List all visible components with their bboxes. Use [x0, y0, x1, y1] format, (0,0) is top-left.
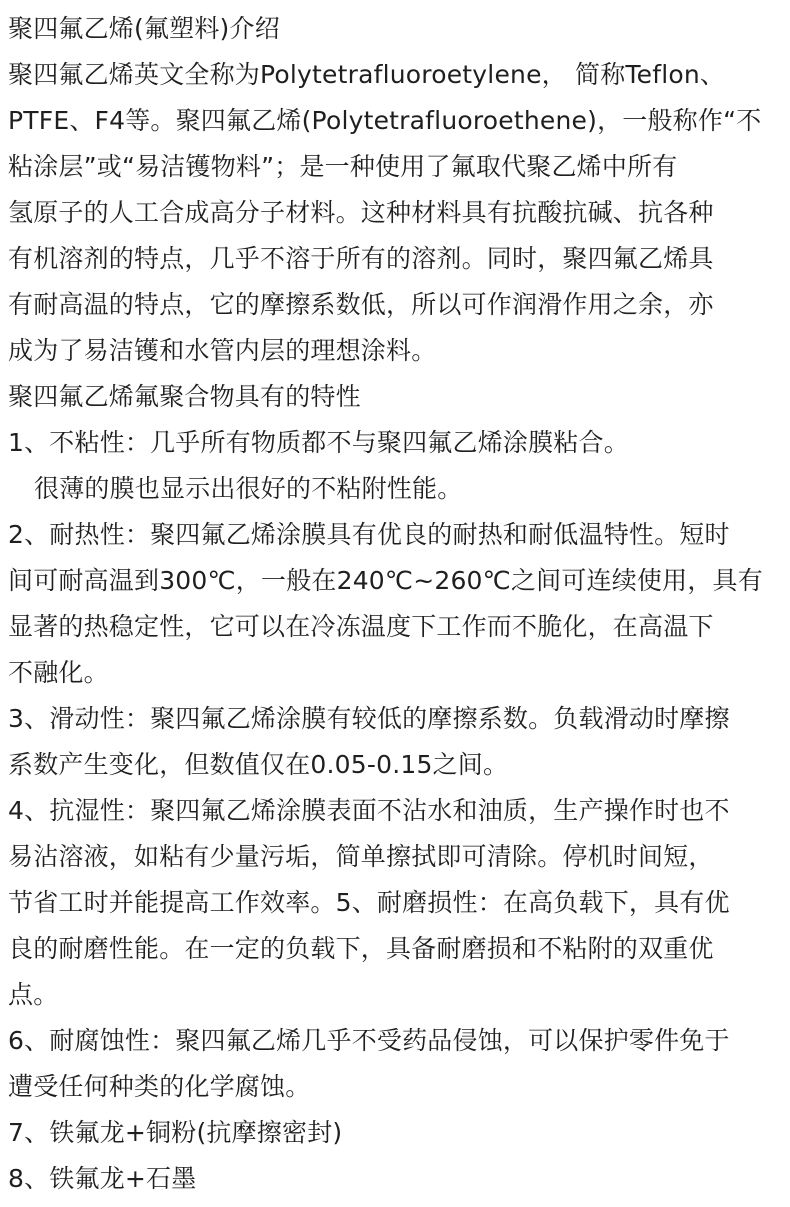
property-line: 1、不粘性：几乎所有物质都不与聚四氟乙烯涂膜粘合。	[8, 428, 629, 457]
property-line: 3、滑动性：聚四氟乙烯涂膜有较低的摩擦系数。负载滑动时摩擦	[8, 704, 730, 733]
intro-line: 聚四氟乙烯英文全称为Polytetrafluoroetylene， 简称Teflon、	[8, 60, 726, 89]
property-line: 易沾溶液，如粘有少量污垢，简单擦拭即可清除。停机时间短，	[8, 842, 714, 871]
property-line: 系数产生变化，但数值仅在0.05-0.15之间。	[8, 750, 509, 779]
property-line: 4、抗湿性：聚四氟乙烯涂膜表面不沾水和油质，生产操作时也不	[8, 796, 730, 825]
intro-line: 粘涂层”或“易洁镬物料”；是一种使用了氟取代聚乙烯中所有	[8, 152, 678, 181]
intro-line: PTFE、F4等。聚四氟乙烯(Polytetrafluoroethene)，一般称作“不	[8, 106, 762, 135]
intro-line: 有耐高温的特点，它的摩擦系数低，所以可作润滑作用之余，亦	[8, 290, 714, 319]
property-line: 良的耐磨性能。在一定的负载下，具备耐磨损和不粘附的双重优	[8, 934, 714, 963]
property-line: 节省工时并能提高工作效率。5、耐磨损性：在高负载下，具有优	[8, 888, 730, 917]
intro-line: 有机溶剂的特点，几乎不溶于所有的溶剂。同时，聚四氟乙烯具	[8, 244, 714, 273]
property-line: 显著的热稳定性，它可以在冷冻温度下工作而不脆化，在高温下	[8, 612, 714, 641]
property-line: 7、铁氟龙+铜粉(抗摩擦密封)	[8, 1118, 343, 1147]
property-line: 点。	[8, 980, 59, 1009]
property-line: 8、铁氟龙+石墨	[8, 1164, 197, 1193]
intro-line: 成为了易洁镬和水管内层的理想涂料。	[8, 336, 437, 365]
document-title: 聚四氟乙烯(氟塑料)介绍	[8, 14, 280, 43]
property-line: 间可耐高温到300℃，一般在240℃~260℃之间可连续使用，具有	[8, 566, 763, 595]
section-heading: 聚四氟乙烯氟聚合物具有的特性	[8, 382, 361, 411]
property-line: 很薄的膜也显示出很好的不粘附性能。	[34, 474, 463, 503]
intro-line: 氢原子的人工合成高分子材料。这种材料具有抗酸抗碱、抗各种	[8, 198, 714, 227]
property-line: 6、耐腐蚀性：聚四氟乙烯几乎不受药品侵蚀，可以保护零件免于	[8, 1026, 730, 1055]
property-line: 遭受任何种类的化学腐蚀。	[8, 1072, 311, 1101]
property-line: 2、耐热性：聚四氟乙烯涂膜具有优良的耐热和耐低温特性。短时	[8, 520, 730, 549]
property-line: 不融化。	[8, 658, 109, 687]
